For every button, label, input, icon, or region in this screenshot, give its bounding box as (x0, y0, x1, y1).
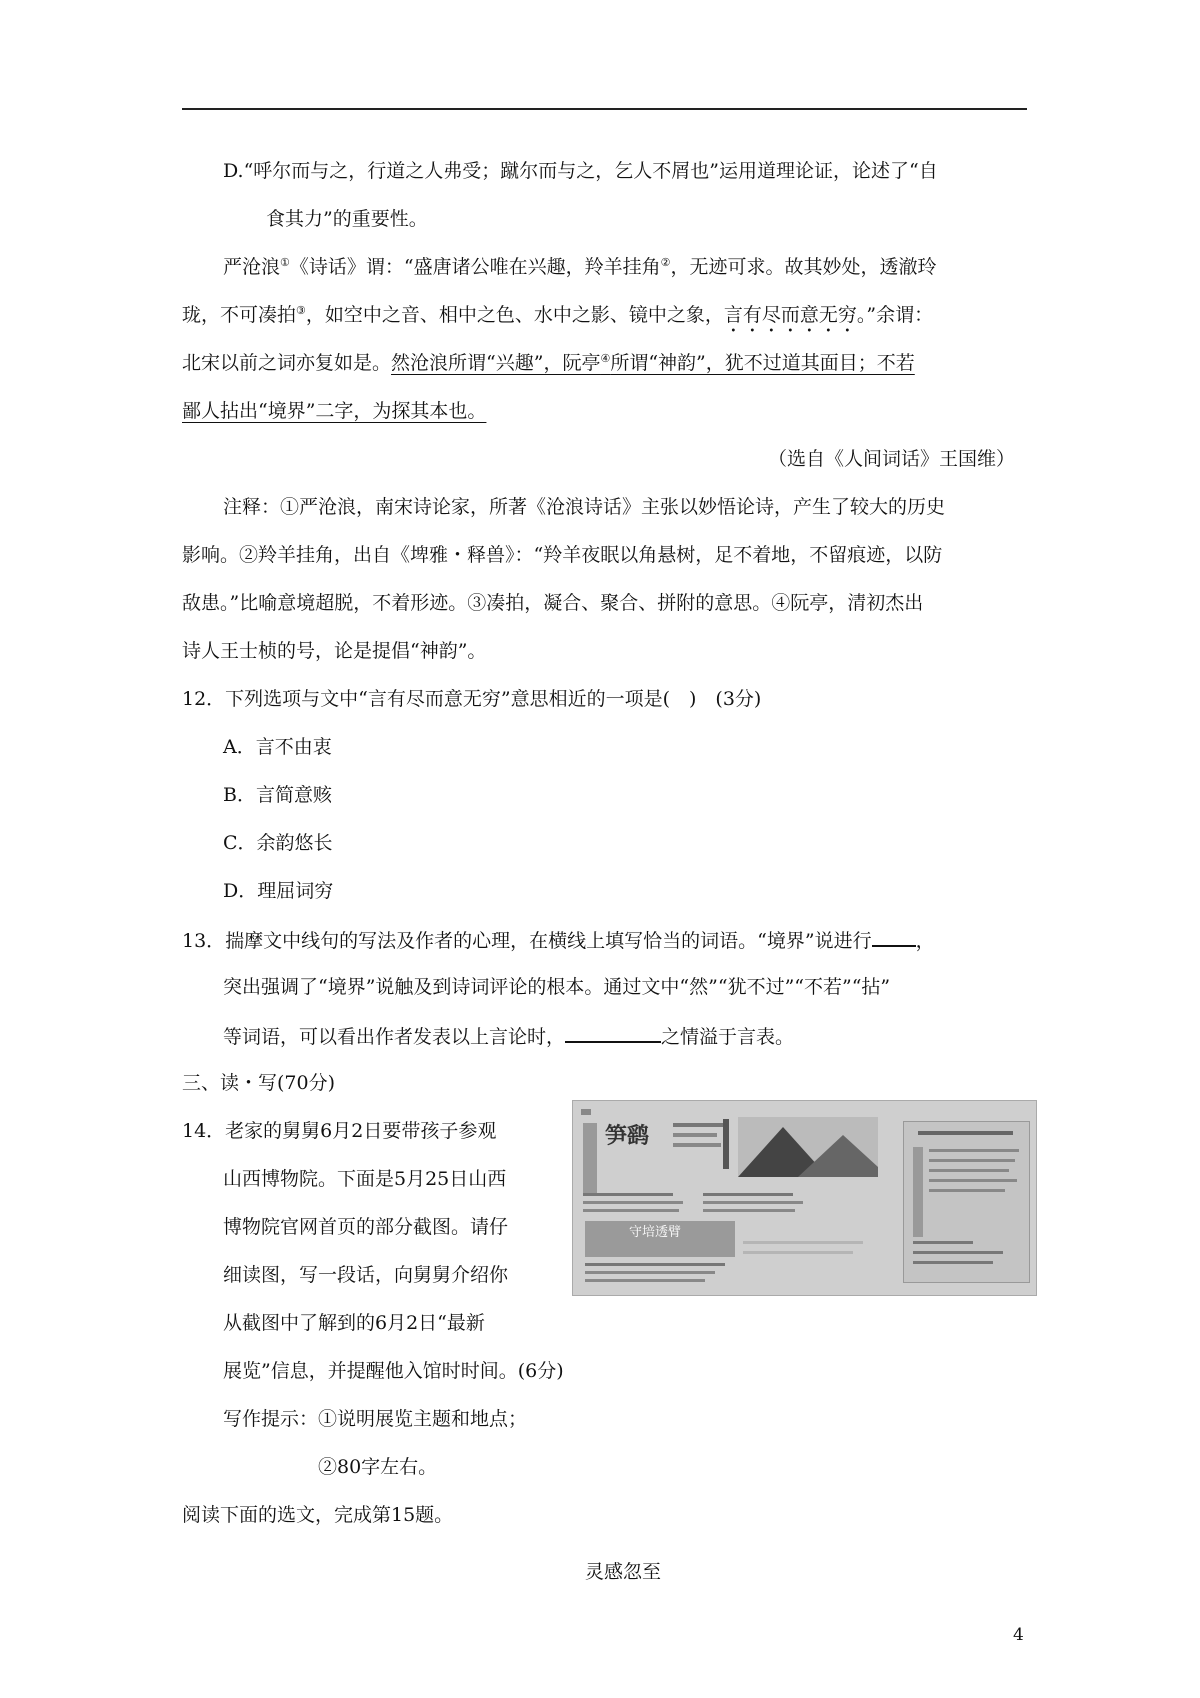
mountain-banner (738, 1117, 878, 1177)
passage-source: （选自《人间词话》王国维） (768, 448, 1016, 470)
option-d-line2: 食其力”的重要性。 (266, 208, 428, 230)
q13-line3: 等词语，可以看出作者发表以上言论时， 之情溢于言表。 (223, 1023, 794, 1049)
q14-line6: 展览”信息，并提醒他入馆时时间。(6分) (223, 1360, 564, 1382)
q12-stem: 12．下列选项与文中“言有尽而意无穷”意思相近的一项是( ) (3分) (182, 688, 762, 710)
option-d-line1: D.“呼尔而与之，行道之人弗受；蹴尔而与之，乞人不屑也”运用道理论证，论述了“自 (223, 160, 938, 182)
q12-option-a: A．言不由衷 (223, 736, 332, 758)
passage-line1: 严沧浪①《诗话》谓：“盛唐诸公唯在兴趣，羚羊挂角②，无迹可求。故其妙处，透澈玲 (223, 256, 937, 278)
q12-option-d: D．理屈词穷 (223, 880, 334, 902)
underlined-sentence-part1: 然沧浪所谓“兴趣”，阮亭④所谓“神韵”，犹不过道其面目；不若 (391, 352, 915, 374)
notes-line2: 影响。②羚羊挂角，出自《埤雅・释兽》：“羚羊夜眠以角悬树，足不着地，不留痕迹，以防 (182, 544, 943, 566)
passage-line4 (182, 399, 486, 423)
q14-tip1: 写作提示：①说明展览主题和地点； (223, 1408, 528, 1430)
answer-blank-2 (565, 1023, 661, 1043)
answer-blank-1 (872, 927, 916, 947)
dotted-phrase: 言有尽而意无穷 (723, 304, 857, 326)
q13-line1: 13．揣摩文中线句的写法及作者的心理，在横线上填写恰当的词语。“境界”说进行 ， (182, 927, 935, 953)
q14-tip2: ②80字左右。 (318, 1456, 438, 1478)
passage-line3: 北宋以前之词亦复如是。然沧浪所谓“兴趣”，阮亭④所谓“神韵”，犹不过道其面目；不若 (182, 352, 915, 374)
q12-option-c: C．余韵悠长 (223, 832, 333, 854)
passage-line2: 珑，不可凑拍③，如空中之音、相中之色、水中之影、镜中之象，言有尽而意无穷。”余谓： (182, 304, 934, 326)
q14-line2: 山西博物院。下面是5月25日山西 (223, 1168, 507, 1190)
exhibit-title-2: 守培透臂 (629, 1225, 682, 1240)
q14-line1: 14．老家的舅舅6月2日要带孩子参观 (182, 1120, 497, 1142)
q12-option-b: B．言简意赅 (223, 784, 332, 806)
page-number: 4 (1013, 1625, 1024, 1645)
notes-line1: 注释：①严沧浪，南宋诗论家，所著《沧浪诗话》主张以妙悟论诗，产生了较大的历史 (223, 496, 946, 518)
q14-line5: 从截图中了解到的6月2日“最新 (223, 1312, 485, 1334)
header-rule (182, 108, 1027, 110)
section-heading: 三、读・写(70分) (182, 1072, 336, 1094)
museum-website-screenshot (572, 1100, 1037, 1296)
underlined-sentence-part2: 鄙人拈出“境界”二字，为探其本也。 (182, 400, 487, 422)
q14-line3: 博物院官网首页的部分截图。请仔 (223, 1216, 509, 1238)
notes-line3: 敌患。”比喻意境超脱，不着形迹。③凑拍，凝合、聚合、拼附的意思。④阮亭，清初杰出 (182, 592, 924, 614)
q13-line2: 突出强调了“境界”说触及到诗词评论的根本。通过文中“然”“犹不过”“不若”“拈” (223, 976, 891, 998)
essay-title: 灵感忽至 (585, 1561, 662, 1583)
notes-line4: 诗人王士桢的号，论是提倡“神韵”。 (182, 640, 487, 662)
q15-instruction: 阅读下面的选文，完成第15题。 (182, 1504, 454, 1526)
q14-line4: 细读图，写一段话，向舅舅介绍你 (223, 1264, 509, 1286)
exhibit-title-1: 笋鹞 (605, 1123, 650, 1149)
